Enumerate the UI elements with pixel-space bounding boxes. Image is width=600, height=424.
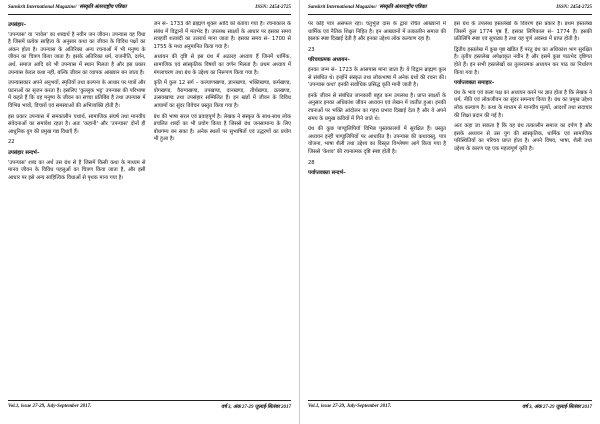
column-2: [454, 21, 592, 387]
section-heading: पर्याप्तवक्ता समाहार–: [454, 80, 495, 87]
paragraph: इनके जीवन से संबंधित जानकारी बहुत कम उपलब्ध है। प्राप्त साक्ष्यों के अनुसार इनका अधिकांश जीवन अध्ययन एवं लेखन में व्यतीत हुआ। इनकी रचनाओं पर भक्ति आंदोलन का गहरा प्रभाव दिखाई देता है और ये अपने समय के प्रमुख कवियों में गिने जाते थे।: [308, 92, 446, 122]
paragraph: 'उपन्यास' या 'नावेल' का शब्दार्थ है नवीन जन जीवन। उपन्यास वह विधा है जिसमें प्रत्येक साहित्य के अनुसार कथा का जीवन के विविध पक्षों का अंकन होता है। उपन्यास के अतिरिक्त अन्य रचनाओं में भी मनुष्य के जीवन का चित्रण किया जाता है। इसके अतिरिक्त धर्म, राजनीति, दर्शन, अर्थ, समाज आदि को भी उपन्यास में स्थान मिलता है और इस प्रकार उपन्यास केवल कथा नहीं, बल्कि जीवन का व्यापक आख्यान बन जाता है।: [8, 31, 146, 76]
magazine-title: Sanskrit International Magazine/ 'संस्कृति अंतरराष्ट्रीय पत्रिका: [308, 5, 427, 10]
volume-info-hindi: वर्ष 3, अंक 27-29 जुलाई-सितंबर 2017: [522, 405, 592, 410]
page-footer: [8, 400, 291, 410]
paragraph: इस ग्रंथ के उपलब्ध हस्तलेखों के विवरण इस प्रकार हैं। प्रथम हस्तलेख जिसमें कुल 1774 पृष्ठ हैं, इसका लिपिकाल सं– 1774 है। इसकी प्रतिलिपि स्पष्ट एवं सुपाठ्य है तथा यह पूर्ण अवस्था में प्राप्त होती है।: [454, 21, 592, 43]
footnote-marker: 22: [8, 139, 15, 146]
issn: ISSN: 2454-2725: [556, 4, 592, 10]
paragraph: द्वितीय हस्तलेख में कुछ पृष्ठ खंडित हैं परंतु ग्रंथ का अधिकांश भाग सुरक्षित है। तृतीय हस्तलेख अपेक्षाकृत नवीन है और इसमें कुछ पाठभेद दृष्टिगत होते हैं। इन सभी हस्तलेखों का तुलनात्मक अध्ययन कर पाठ का निर्धारण किया गया है।: [454, 46, 592, 76]
page-header: [308, 0, 592, 15]
paragraph: कृति में कुल 12 सर्ग – कल्याणखण्ड, ज्ञानखण्ड, भक्तिखण्ड, कर्मखण्ड, योगखण्ड, वैराग्यखण्ड, तपखण्ड, दानखण्ड, तीर्थखण्ड, व्रतखण्ड, उत्सवखण्ड तथा उपसंहार सम्मिलित हैं। इन खंडों में जीवन के विविध आयामों का सुंदर विवेचन प्रस्तुत किया गया है।: [153, 80, 291, 109]
paragraph: 'उपन्यास' शब्द का अर्थ उस ग्रंथ से है जिसमें किसी कथा के माध्यम से मानव जीवन के विविध पहलुओं का चित्रण किया जाता है, और इसी आधार पर इसे अन्य साहित्यिक विधाओं से पृथक माना गया है।: [8, 159, 146, 181]
section-heading: परिचयात्मक अध्ययन–: [308, 57, 350, 64]
paragraph: पर कोई पात्र असफल रहा। चतुर्भुज दास के द्वारा रचित आख्यानों में धार्मिक एवं नैतिक शिक्षा निहित है। इन आख्यानों में तत्कालीन समाज की झलक स्पष्ट दिखाई देती है और इनका उद्देश्य लोक कल्याण रहा है।: [308, 21, 446, 43]
paragraph: अध्ययन की दृष्टि से इस ग्रंथ में अठारह अध्याय हैं जिनमें धार्मिक, सामाजिक एवं सांस्कृतिक विषयों का वर्णन मिलता है। प्रथम अध्याय में मंगलाचरण तथा ग्रंथ के उद्देश्य का निरूपण किया गया है।: [153, 54, 291, 76]
magazine-title: Sanskrit International Magazine/ 'संस्कृति अंतरराष्ट्रीय पत्रिका: [8, 5, 127, 10]
paragraph: ग्रंथ की कुछ पाण्डुलिपियाँ विभिन्न पुस्तकालयों में सुरक्षित हैं। प्रस्तुत अध्ययन इन्हीं पाण्डुलिपियों पर आधारित है। उपन्यास की कथावस्तु, पात्र योजना, भाषा शैली तथा उद्देश्य का विस्तृत विश्लेषण आगे किया गया है जिससे 'केशव' की रचनात्मक दृष्टि स्पष्ट होती है।: [308, 126, 446, 155]
column-1: [308, 21, 446, 387]
section-heading: पर्याप्तवक्ता सन्दर्भ–: [308, 170, 346, 177]
paragraph: उपन्यासकार अपने अनुभवों, स्मृतियों तथा कल्पना के आधार पर पात्रों और घटनाओं का सृजन करता है। इसलिए 'कुल्लुक भट्ट' उपन्यास की परिभाषा में कहते हैं कि यह मनुष्य के जीवन का सच्चा प्रतिबिंब है तथा उपन्यास में विभिन्न भावों, विचारों एवं समस्याओं की अभिव्यक्ति होती है।: [8, 80, 146, 109]
section-heading: उपसंहार सन्दर्भ–: [8, 149, 40, 156]
text-columns: [308, 21, 592, 387]
footnote-marker: 23: [308, 46, 315, 53]
paragraph: इनका जन्म सं– 1723 के आसपास माना जाता है। ये विद्वान ब्राह्मण कुल से संबंधित थे। इन्होंने संस्कृत तथा लोकभाषा में अनेक ग्रंथों की रचना की। 'उपन्यास कथा' इनकी सर्वाधिक प्रसिद्ध कृति मानी जाती है।: [308, 66, 446, 89]
column-2: [154, 21, 292, 387]
paragraph: जन सं– 1733 की ब्राह्मण शुक्ल आदि को बताया गया है। रचनाकाल के संबंध में विद्वानों में मतभेद है। उपलब्ध साक्ष्यों के आधार पर इसका समय सत्रहवीं शताब्दी का उत्तरार्ध माना जाता है। इसका समय सं– 1700 से 1755 के मध्य अनुमानित किया गया है।: [153, 21, 291, 50]
column-1: [8, 21, 146, 387]
issn: ISSN: 2454-2725: [255, 4, 291, 10]
paragraph: अतः कहा जा सकता है कि यह ग्रंथ तत्कालीन समाज का दर्पण है और इसके अध्ययन से उस युग की सांस्कृतिक, धार्मिक एवं सामाजिक परिस्थितियों का परिचय प्राप्त होता है। अपने विषय, भाषा, शैली तथा उद्देश्य के कारण यह एक महत्वपूर्ण कृति है।: [454, 123, 592, 152]
paragraph: ग्रंथ के भाव एवं कला पक्ष का अध्ययन करने पर ज्ञात होता है कि लेखक ने धर्म, नीति एवं लोकजीवन का सुंदर समन्वय किया है। ग्रंथ का प्रमुख उद्देश्य लोक कल्याण है। कथा के माध्यम से मानवीय मूल्यों, आदर्शों तथा सदाचार की शिक्षा प्रदान की गई है।: [454, 89, 592, 119]
footnote-marker: 28: [308, 159, 315, 166]
volume-info: Vol.1, issue 27-29, July-September 2017.: [8, 404, 92, 409]
volume-info-hindi: वर्ष 3, अंक 27-29 जुलाई-सितंबर 2017: [221, 405, 291, 410]
section-heading: उपसंहार–: [8, 22, 27, 28]
page-header: [8, 0, 291, 15]
right-page: [300, 0, 600, 424]
paragraph: इस प्रकार उपन्यास में समकालीन यथार्थ, सामाजिक संघर्ष तथा मानवीय संवेदनाओं का समावेश रहता है। अतः 'कहानी' और 'उपन्यास' दोनों ही आधुनिक युग की प्रमुख गद्य विधाएँ हैं।: [8, 113, 146, 135]
page-footer: [308, 400, 592, 410]
text-columns: [8, 21, 291, 387]
volume-info: Vol.1, issue 27-29, July-September 2017.: [308, 404, 392, 409]
paragraph: ग्रंथ की भाषा सरल एवं प्रवाहपूर्ण है। लेखक ने संस्कृत के साथ-साथ लोक प्रचलित शब्दों का भी प्रयोग किया है जिससे ग्रंथ जनसामान्य के लिए बोधगम्य बन सका है। अनेक स्थलों पर सुभाषितों एवं उद्धरणों का प्रयोग भी हुआ है।: [153, 113, 291, 143]
